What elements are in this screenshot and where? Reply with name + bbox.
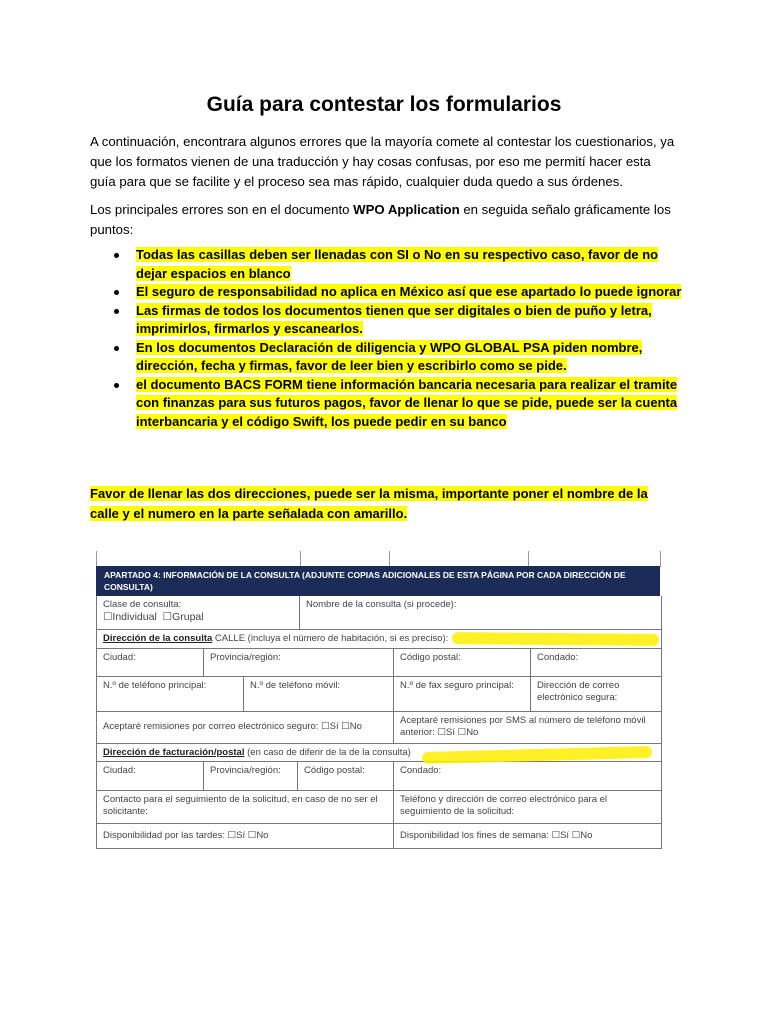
ciudad-cell <box>97 762 203 790</box>
direccion-facturacion-hint: (en caso de diferir de la de la consulta) <box>244 747 411 758</box>
correo-label: Dirección de correo electrónico segura: <box>537 680 620 703</box>
form-row-remisiones <box>97 712 661 744</box>
form-row-ciudad-facturacion <box>97 762 661 791</box>
list-item-text: El seguro de responsabilidad no aplica en México así que ese apartado lo puede ignorar <box>136 284 682 299</box>
fax-label: N.º de fax seguro principal: <box>400 680 514 691</box>
checkbox-icon: ☐ <box>103 611 113 623</box>
clase-label: Clase de consulta: <box>103 599 182 610</box>
intro-paragraph: A continuación, encontrara algunos errores que la mayoría comete al contestar los cuestionarios, ya que los formatos vienen de una traducción y hay cosas confusas, por eso me permití hacer esta guía para que se facilite y el proceso sea mas rápido, cualquier duda quedo a sus órdenes. <box>90 134 675 189</box>
telefono-seguimiento-cell <box>393 791 661 823</box>
page-title: Guía para contestar los formularios <box>206 93 562 116</box>
form-row-disponibilidad <box>97 824 661 849</box>
list-item <box>90 302 690 339</box>
tardes-cell <box>97 824 393 848</box>
nombre-consulta-label: Nombre de la consulta (si procede): <box>306 599 457 610</box>
list-item <box>90 246 690 283</box>
fines-label: Disponibilidad los fines de semana: <box>400 830 549 841</box>
fines-cell <box>393 824 661 848</box>
list-item <box>90 376 690 432</box>
si-label: Sí <box>236 830 246 841</box>
si-label: Sí <box>446 727 456 738</box>
error-list <box>90 246 690 431</box>
no-label: No <box>466 727 479 738</box>
no-label: No <box>349 721 362 732</box>
list-item-text: Las firmas de todos los documentos tienen que ser digitales o bien de puño y letra, imprimirlos, firmarlos y escanearlos. <box>136 302 652 336</box>
checkbox-icon: ☐ <box>551 830 561 841</box>
clase-cell <box>97 596 299 629</box>
list-item-text: En los documentos Declaración de diligencia y WPO GLOBAL PSA piden nombre, dirección, fecha y firmas, favor de leer bien y escribirlo como se pide. <box>136 339 643 373</box>
checkbox-icon: ☐ <box>571 830 581 841</box>
form-row-clase <box>97 596 661 630</box>
fax-cell <box>393 677 530 711</box>
no-label: No <box>580 830 593 841</box>
checkbox-icon: ☐ <box>457 727 467 738</box>
tel-movil-cell <box>243 677 393 711</box>
form-cut-top <box>92 551 676 567</box>
contacto-cell <box>97 791 393 823</box>
condado-label: Condado: <box>537 652 579 663</box>
direccion-consulta-hint: CALLE (incluya el número de habitación, si es preciso): <box>212 633 449 644</box>
direccion-consulta-label: Dirección de la consulta <box>103 633 213 644</box>
remisiones-correo-label: Aceptaré remisiones por correo electrónico seguro: <box>103 721 319 732</box>
contacto-label: Contacto para el seguimiento de la solicitud, en caso de no ser el solicitante: <box>103 794 378 817</box>
tardes-label: Disponibilidad por las tardes: <box>103 830 225 841</box>
provincia-cell <box>203 649 393 676</box>
form-row-contacto <box>97 791 661 824</box>
no-label: No <box>256 830 269 841</box>
condado-label: Condado: <box>400 765 442 776</box>
provincia-label: Provincia/región: <box>210 765 281 776</box>
list-item-text: Todas las casillas deben ser llenadas con SI o No en su respectivo caso, favor de no dejar espacios en blanco <box>136 247 659 281</box>
highlight-marker <box>452 632 659 646</box>
errors-paragraph <box>90 200 680 240</box>
ciudad-cell <box>97 649 203 676</box>
list-item <box>90 339 690 376</box>
errors-text-before: Los principales errores son en el documento <box>90 202 354 217</box>
closing-paragraph <box>90 484 680 524</box>
codigo-postal-cell <box>297 762 393 790</box>
direccion-facturacion-label: Dirección de facturación/postal <box>103 747 245 758</box>
closing-text: Favor de llenar las dos direcciones, puede ser la misma, importante poner el nombre de la calle y el numero en la parte señalada con amarillo. <box>90 486 648 521</box>
provincia-cell <box>203 762 297 790</box>
checkbox-icon: ☐ <box>247 830 257 841</box>
ciudad-label: Ciudad: <box>103 652 136 663</box>
form-row-telefonos <box>97 677 661 712</box>
list-item-text: el documento BACS FORM tiene información bancaria necesaria para realizar el tramite con finanzas para sus futuros pagos, favor de llenar lo que se pide, puede ser la cuenta interbancaria y el código Swift, los puede pedir en su banco <box>136 376 678 429</box>
clase-options <box>103 611 293 623</box>
grupal-label: Grupal <box>172 611 204 623</box>
condado-cell <box>530 649 661 676</box>
remisiones-sms-cell <box>393 712 661 743</box>
si-label: Sí <box>560 830 570 841</box>
checkbox-icon: ☐ <box>321 721 330 732</box>
si-label: Sí <box>329 721 339 732</box>
list-item <box>90 283 690 302</box>
remisiones-correo-cell <box>97 712 393 743</box>
individual-label: Individual <box>112 611 157 623</box>
form-screenshot <box>92 551 676 865</box>
errors-document-name: WPO Application <box>353 202 460 217</box>
tel-principal-cell <box>97 677 243 711</box>
checkbox-icon: ☐ <box>162 611 173 623</box>
tel-movil-label: N.º de teléfono móvil: <box>250 680 341 691</box>
errors-text-after: en seguida señalo gráficamente los puntos: <box>90 202 671 237</box>
nombre-consulta-cell <box>299 596 661 629</box>
checkbox-icon: ☐ <box>341 721 350 732</box>
provincia-label: Provincia/región: <box>210 652 281 663</box>
checkbox-icon: ☐ <box>227 830 237 841</box>
codigo-postal-label: Código postal: <box>304 765 365 776</box>
codigo-postal-cell <box>393 649 530 676</box>
correo-cell <box>530 677 661 711</box>
condado-cell <box>393 762 661 790</box>
checkbox-icon: ☐ <box>437 727 447 738</box>
remisiones-sms-label: Aceptaré remisiones por SMS al número de teléfono móvil anterior: <box>400 715 646 738</box>
tel-principal-label: N.º de teléfono principal: <box>103 680 207 691</box>
ciudad-label: Ciudad: <box>103 765 136 776</box>
form-row-ciudad <box>97 649 661 677</box>
codigo-postal-label: Código postal: <box>400 652 461 663</box>
telefono-seguimiento-label: Teléfono y dirección de correo electrónico para el seguimiento de la solicitud: <box>400 794 608 817</box>
form-section-header: APARTADO 4: INFORMACIÓN DE LA CONSULTA (ADJUNTE COPIAS ADICIONALES DE ESTA PÁGINA POR CADA DIRECCIÓN DE CONSULTA) <box>96 566 660 596</box>
